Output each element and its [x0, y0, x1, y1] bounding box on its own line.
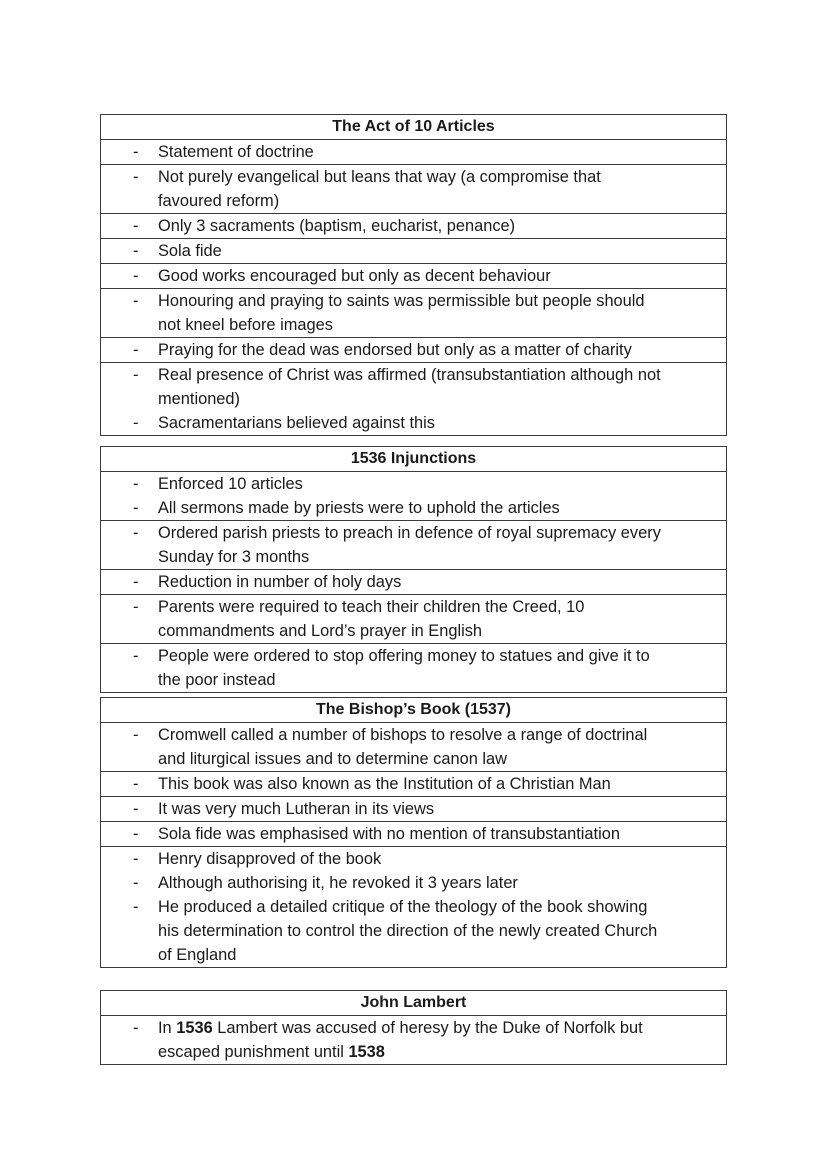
line-text: Cromwell called a number of bishops to resolve a range of doctrinal	[158, 726, 648, 744]
table-row	[101, 595, 726, 644]
line-text: not kneel before images	[158, 316, 333, 334]
table-row	[101, 165, 726, 214]
bold-year: 1536	[176, 1019, 213, 1037]
table-row	[101, 822, 726, 847]
dash-bullet: -	[133, 726, 139, 744]
dash-bullet: -	[133, 1019, 139, 1037]
line-text: It was very much Lutheran in its views	[158, 800, 435, 818]
table-row	[101, 1016, 726, 1064]
line-text: Parents were required to teach their children the Creed, 10	[158, 598, 585, 616]
continuation-line	[101, 1040, 726, 1064]
continuation-line	[101, 387, 726, 411]
line-text: commandments and Lord’s prayer in English	[158, 622, 483, 640]
bullet-line	[101, 723, 726, 747]
table-row	[101, 140, 726, 165]
table-row	[101, 772, 726, 797]
notes-table	[100, 114, 727, 436]
continuation-line	[101, 545, 726, 569]
bullet-line	[101, 871, 726, 895]
dash-bullet: -	[133, 647, 139, 665]
table-row	[101, 570, 726, 595]
dash-bullet: -	[133, 475, 139, 493]
continuation-line	[101, 619, 726, 643]
dash-bullet: -	[133, 414, 139, 432]
line-text: the poor instead	[158, 671, 276, 689]
bullet-line	[101, 847, 726, 871]
line-text: Good works encouraged but only as decent behaviour	[158, 267, 551, 285]
dash-bullet: -	[133, 775, 139, 793]
bullet-line	[101, 595, 726, 619]
continuation-line	[101, 313, 726, 337]
line-text: Real presence of Christ was affirmed (transubstantiation although not	[158, 366, 661, 384]
line-text: Sola fide was emphasised with no mention of transubstantiation	[158, 825, 620, 843]
table-row	[101, 363, 726, 435]
line-text: Enforced 10 articles	[158, 475, 303, 493]
line-text: Reduction in number of holy days	[158, 573, 402, 591]
table-row	[101, 723, 726, 772]
continuation-line	[101, 189, 726, 213]
dash-bullet: -	[133, 898, 139, 916]
line-text: mentioned)	[158, 390, 241, 408]
dash-bullet: -	[133, 800, 139, 818]
dash-bullet: -	[133, 825, 139, 843]
line-text: People were ordered to stop offering money to statues and give it to	[158, 647, 650, 665]
line-text: and liturgical issues and to determine canon law	[158, 750, 507, 768]
table-title: The Act of 10 Articles	[101, 115, 726, 140]
line-text: Ordered parish priests to preach in defence of royal supremacy every	[158, 524, 661, 542]
continuation-line	[101, 943, 726, 967]
table-row	[101, 644, 726, 692]
bullet-line	[101, 521, 726, 545]
line-text: Henry disapproved of the book	[158, 850, 382, 868]
table-row	[101, 214, 726, 239]
line-text: favoured reform)	[158, 192, 280, 210]
line-text: his determination to control the direction of the newly created Church	[158, 922, 658, 940]
bold-year: 1538	[348, 1043, 385, 1061]
line-text: Sola fide	[158, 242, 222, 260]
line-text: Sacramentarians believed against this	[158, 414, 435, 432]
dash-bullet: -	[133, 242, 139, 260]
dash-bullet: -	[133, 573, 139, 591]
bullet-line	[101, 644, 726, 668]
dash-bullet: -	[133, 292, 139, 310]
bullet-line	[101, 496, 726, 520]
continuation-line	[101, 668, 726, 692]
line-text: of England	[158, 946, 237, 964]
table-row	[101, 289, 726, 338]
dash-bullet: -	[133, 168, 139, 186]
bullet-line	[101, 570, 726, 594]
bullet-line	[101, 822, 726, 846]
table-title: 1536 Injunctions	[101, 447, 726, 472]
table-title: John Lambert	[101, 991, 726, 1016]
dash-bullet: -	[133, 874, 139, 892]
dash-bullet: -	[133, 366, 139, 384]
line-text: Statement of doctrine	[158, 143, 314, 161]
bullet-line	[101, 472, 726, 496]
bullet-line	[101, 797, 726, 821]
notes-table	[100, 697, 727, 968]
line-text: He produced a detailed critique of the theology of the book showing	[158, 898, 648, 916]
dash-bullet: -	[133, 499, 139, 517]
line-text: Although authorising it, he revoked it 3 years later	[158, 874, 518, 892]
line-text: All sermons made by priests were to uphold the articles	[158, 499, 560, 517]
table-row	[101, 472, 726, 521]
line-text: Only 3 sacraments (baptism, eucharist, penance)	[158, 217, 516, 235]
dash-bullet: -	[133, 217, 139, 235]
bullet-line	[101, 264, 726, 288]
dash-bullet: -	[133, 850, 139, 868]
dash-bullet: -	[133, 143, 139, 161]
bullet-line	[101, 411, 726, 435]
bullet-line	[101, 338, 726, 362]
line-text: Not purely evangelical but leans that way (a compromise that	[158, 168, 601, 186]
dash-bullet: -	[133, 267, 139, 285]
bullet-line	[101, 214, 726, 238]
dash-bullet: -	[133, 524, 139, 542]
text-run: escaped punishment until	[158, 1043, 349, 1061]
table-row	[101, 239, 726, 264]
line-text: Praying for the dead was endorsed but only as a matter of charity	[158, 341, 632, 359]
bullet-line	[101, 239, 726, 263]
notes-table	[100, 446, 727, 693]
bullet-line	[101, 140, 726, 164]
bullet-line	[101, 772, 726, 796]
table-title: The Bishop’s Book (1537)	[101, 698, 726, 723]
table-row	[101, 521, 726, 570]
dash-bullet: -	[133, 598, 139, 616]
bullet-line	[101, 363, 726, 387]
line-text: Honouring and praying to saints was permissible but people should	[158, 292, 645, 310]
line-text: This book was also known as the Institution of a Christian Man	[158, 775, 611, 793]
table-row	[101, 264, 726, 289]
continuation-line	[101, 919, 726, 943]
text-run: In	[158, 1019, 177, 1037]
bullet-line	[101, 895, 726, 919]
table-row	[101, 338, 726, 363]
dash-bullet: -	[133, 341, 139, 359]
bullet-line	[101, 289, 726, 313]
continuation-line	[101, 747, 726, 771]
bullet-line	[101, 165, 726, 189]
table-row	[101, 847, 726, 967]
text-run: Lambert was accused of heresy by the Duke of Norfolk but	[212, 1019, 643, 1037]
bullet-line	[101, 1016, 726, 1040]
line-text: Sunday for 3 months	[158, 548, 310, 566]
notes-table	[100, 990, 727, 1065]
table-row	[101, 797, 726, 822]
